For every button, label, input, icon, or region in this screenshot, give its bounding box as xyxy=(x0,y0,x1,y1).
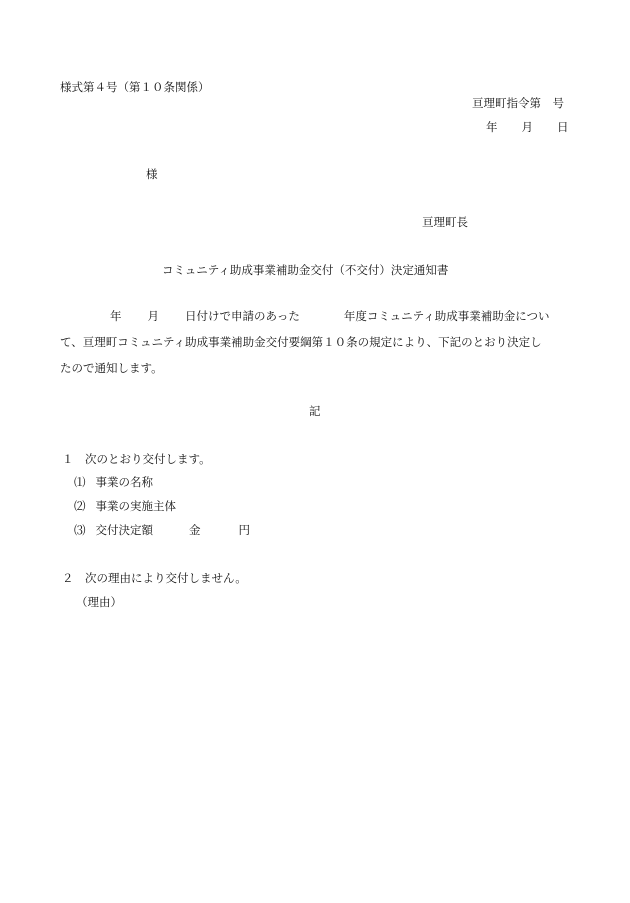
body-paragraph xyxy=(60,303,572,381)
issue-date xyxy=(486,120,569,134)
date-day: 日 xyxy=(557,120,569,134)
body-line-3: たので通知します。 xyxy=(60,361,163,375)
addressee: 様 xyxy=(146,167,158,181)
ki-marker: 記 xyxy=(309,404,321,418)
body-text-2: 年度コミュニティ助成事業補助金につい xyxy=(343,309,550,323)
document-title: コミュニティ助成事業補助金交付（不交付）決定通知書 xyxy=(162,263,449,277)
body-line-1 xyxy=(60,303,572,329)
item-label: 事業の名称 xyxy=(95,475,153,489)
item-number: ⑴ xyxy=(74,475,86,489)
section-1-item-1 xyxy=(74,475,153,489)
amount-kin: 金 xyxy=(189,523,201,537)
section-1-item-3 xyxy=(74,523,250,537)
item-label: 事業の実施主体 xyxy=(95,499,176,513)
issuer: 亘理町長 xyxy=(422,215,468,229)
section-1-heading: １ 次のとおり交付します。 xyxy=(62,452,211,466)
body-text-1: 日付けで申請のあった xyxy=(185,309,300,323)
date-month: 月 xyxy=(521,120,533,134)
amount-yen: 円 xyxy=(238,523,250,537)
item-label: 交付決定額 xyxy=(95,523,153,537)
body-month: 月 xyxy=(147,309,159,323)
item-number: ⑶ xyxy=(74,523,86,537)
body-year: 年 xyxy=(110,309,122,323)
date-year: 年 xyxy=(486,120,498,134)
section-2-heading: ２ 次の理由により交付しません。 xyxy=(62,571,247,585)
doc-number: 亘理町指令第 号 xyxy=(472,96,564,110)
section-1-item-2 xyxy=(74,499,176,513)
section-2-reason: （理由） xyxy=(76,595,122,609)
form-label: 様式第４号（第１０条関係） xyxy=(60,80,210,94)
item-number: ⑵ xyxy=(74,499,86,513)
body-line-2: て、亘理町コミュニティ助成事業補助金交付要綱第１０条の規定により、下記のとおり決定し xyxy=(60,335,542,349)
